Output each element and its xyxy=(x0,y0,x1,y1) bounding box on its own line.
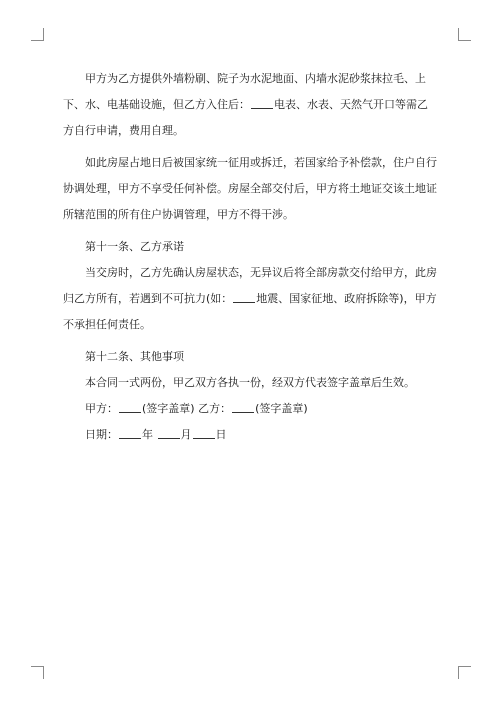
article-12-text: 本合同一式两份，甲乙双方各执一份，经双方代表签字盖章后生效。 xyxy=(85,376,415,389)
party-b-label: 乙方： xyxy=(198,402,232,415)
crop-mark-bottom-left xyxy=(31,666,44,679)
crop-mark-top-right xyxy=(458,28,471,41)
date-label: 日期： xyxy=(85,428,118,441)
facilities-text-b: 电表、水表、天然气开口等需乙方自行申请，费用自理。 xyxy=(63,98,428,137)
blank-line xyxy=(193,428,215,439)
party-b-note: (签字盖章) xyxy=(255,402,308,415)
article-12-heading: 第十二条、其他事项 xyxy=(85,350,184,363)
blank-line xyxy=(158,428,180,439)
paragraph-facilities xyxy=(63,66,438,144)
party-a-label: 甲方： xyxy=(85,402,118,415)
facilities-text-a: 甲方为乙方提供外墙粉刷、院子为水泥地面、内墙水泥砂浆抹拉毛、上下、水、电基础设施，但乙方入住后： xyxy=(63,72,426,111)
blank-line xyxy=(119,402,141,413)
blank-line xyxy=(119,428,141,439)
party-a-note: (签字盖章) xyxy=(142,402,195,415)
paragraph-expropriation: 如此房屋占地日后被国家统一征用或拆迁，若国家给予补偿款，住户自行协调处理，甲方不享受任何补偿。房屋全部交付后，甲方将土地证交该土地证所辖范围的所有住户协调管理，甲方不得干涉。 xyxy=(63,156,437,221)
blank-line xyxy=(233,292,255,303)
blank-line xyxy=(251,98,273,109)
article-11-text-b: 地震、国家征地、政府拆除等)，甲方不承担任何责任。 xyxy=(63,292,437,331)
signature-line xyxy=(63,396,438,422)
article-11-text xyxy=(63,260,438,338)
date-day: 日 xyxy=(215,428,227,441)
date-year: 年 xyxy=(142,428,153,441)
crop-mark-top-left xyxy=(31,28,44,41)
article-11-text-a: 当交房时，乙方先确认房屋状态，无异议后将全部房款交付给甲方，此房归乙方所有，若遇到不可抗力(如： xyxy=(63,266,437,305)
date-line xyxy=(63,422,438,448)
date-month: 月 xyxy=(180,428,192,441)
blank-line xyxy=(232,402,254,413)
article-11-heading: 第十一条、乙方承诺 xyxy=(85,240,184,253)
document-body xyxy=(63,66,438,448)
crop-mark-bottom-right xyxy=(458,666,471,679)
